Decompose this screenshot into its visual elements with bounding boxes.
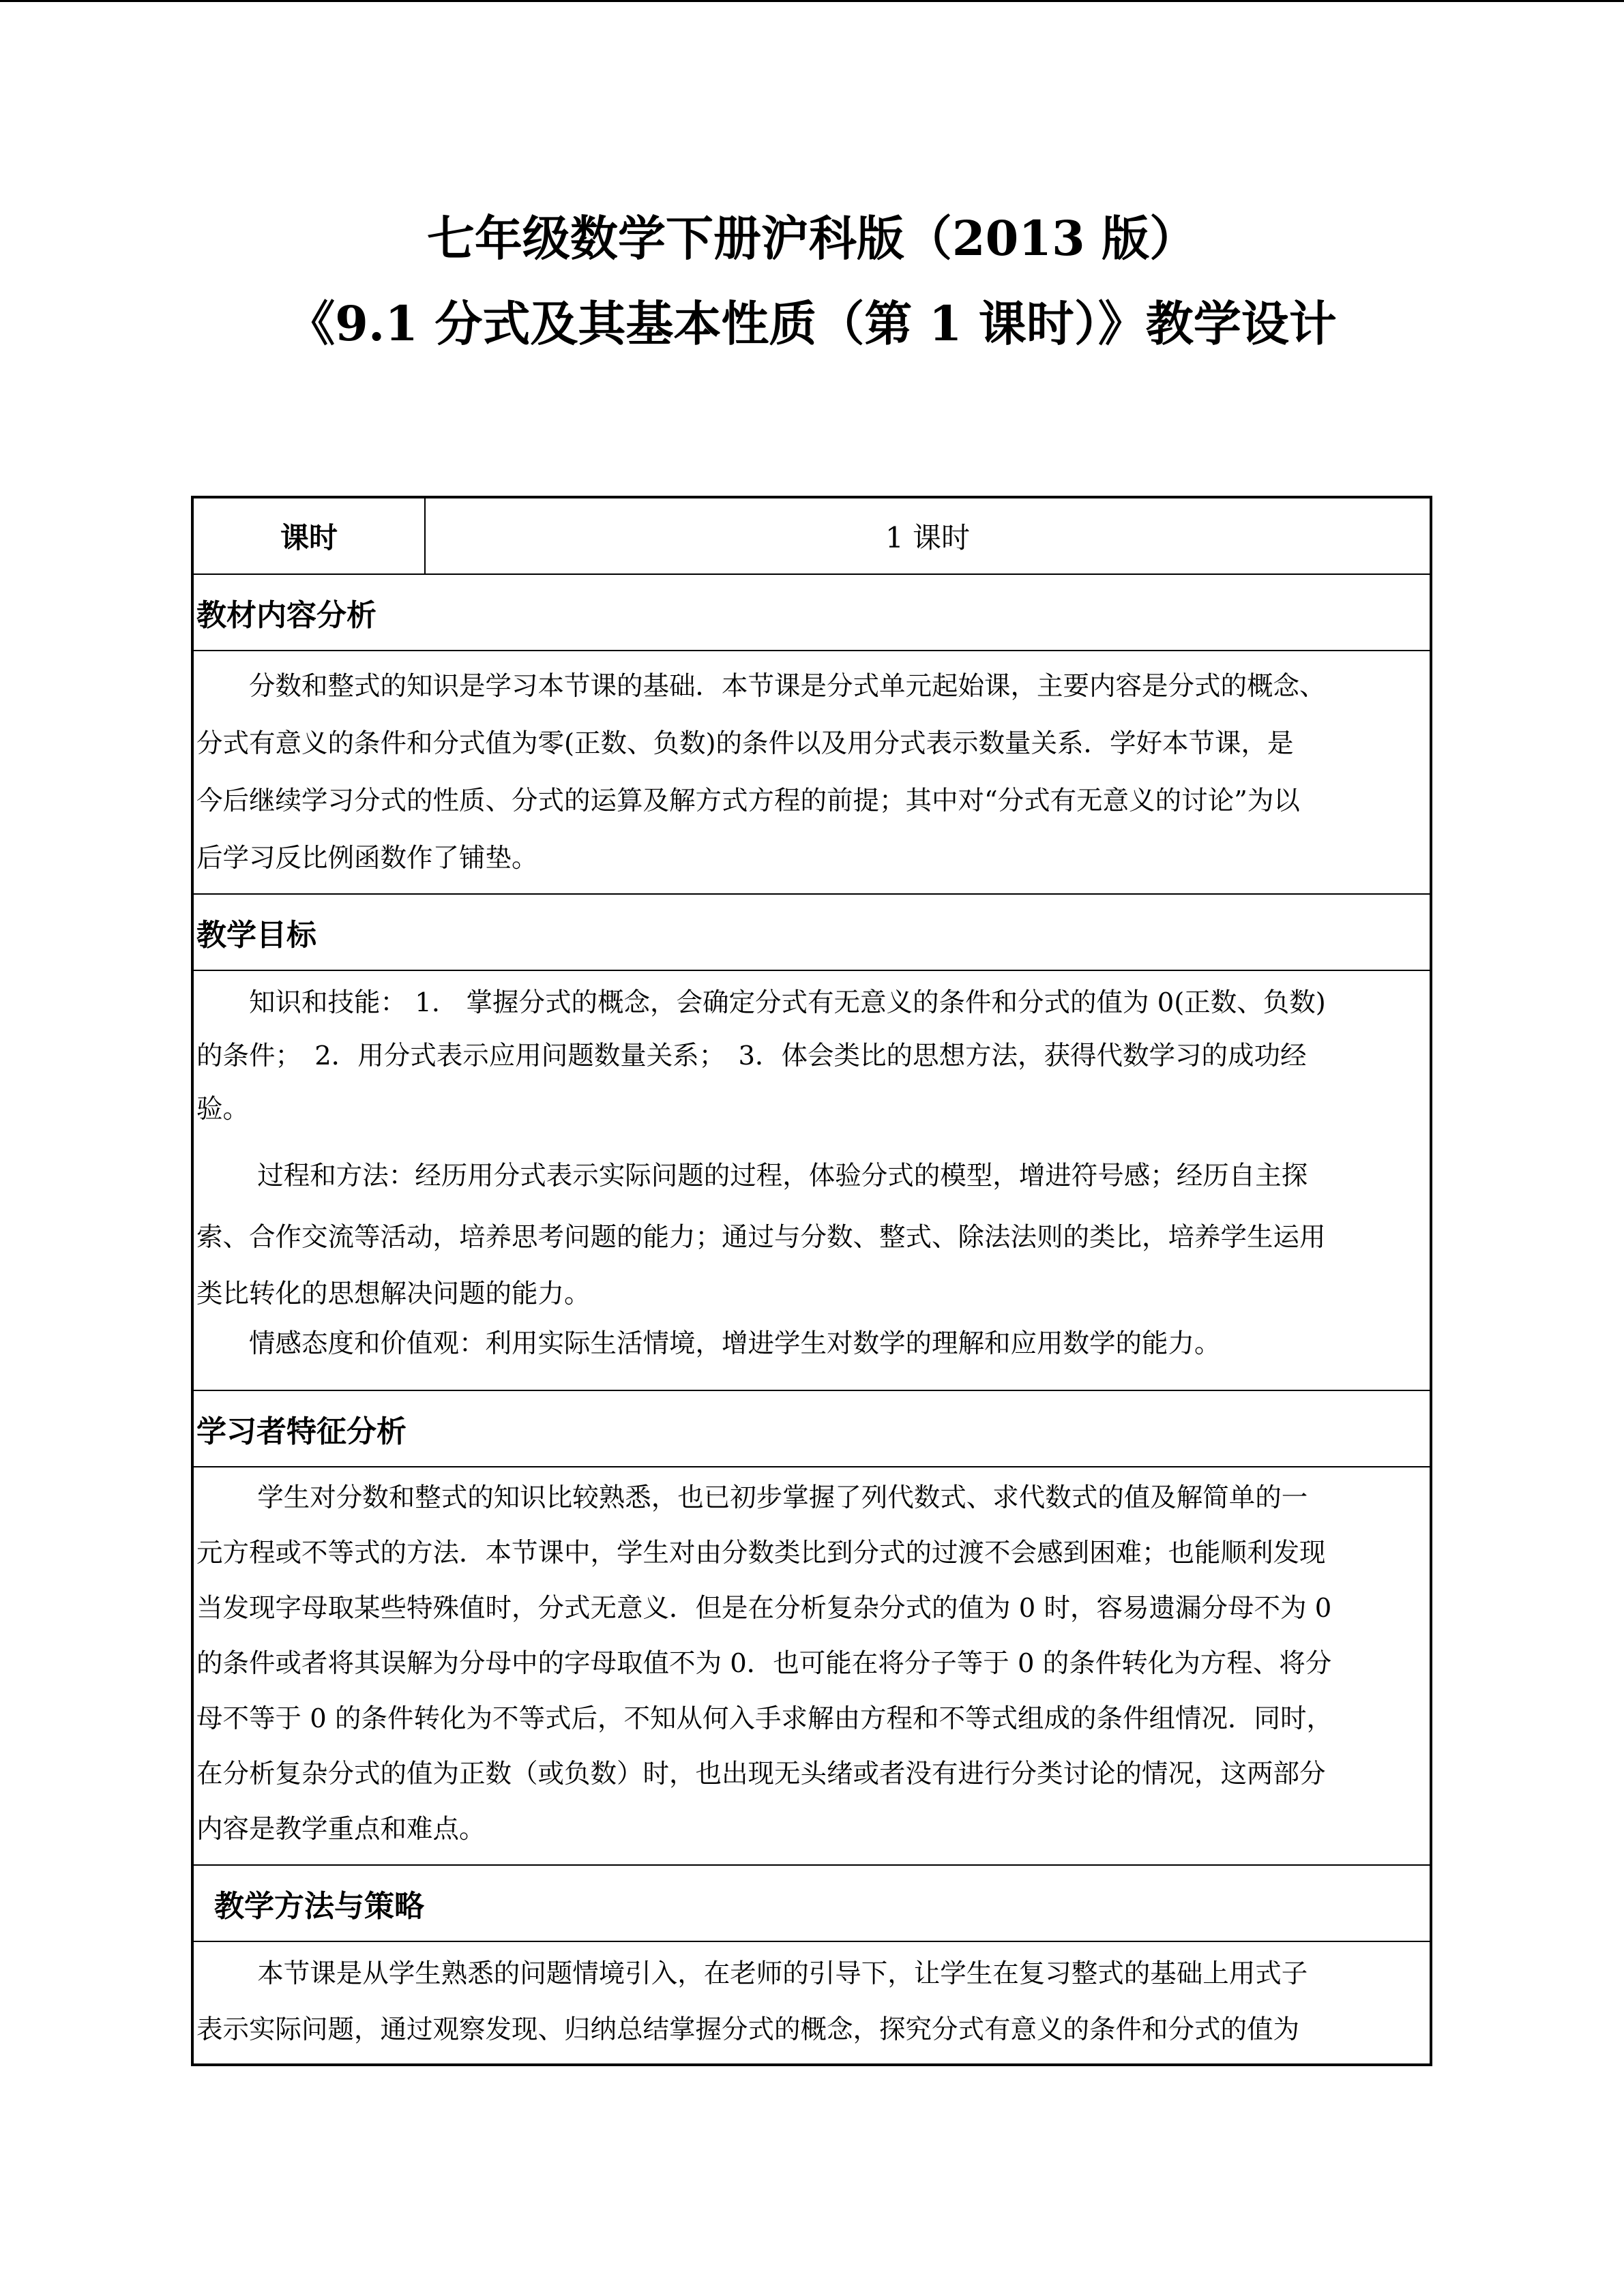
section-heading-content-analysis: 教材内容分析 (194, 575, 1430, 651)
body-line: 验。 (196, 1094, 250, 1124)
section-heading-teaching-goals: 教学目标 (194, 895, 1430, 971)
section-body-learner-analysis (194, 1467, 1430, 1866)
lesson-design-table (191, 496, 1432, 2066)
section-body-content-analysis (194, 651, 1430, 895)
body-line: 母不等于 0 的条件转化为不等式后，不知从何入手求解由方程和不等式组成的条件组情况．同时， (196, 1703, 1333, 1734)
body-line: 今后继续学习分式的性质、分式的运算及解方式方程的前提；其中对“分式有无意义的讨论”为以 (196, 786, 1300, 816)
document-subtitle: 《9.1 分式及其基本性质（第 1 课时）》教学设计 (287, 295, 1337, 352)
body-line: 类比转化的思想解决问题的能力。 (196, 1279, 591, 1309)
body-line: 学生对分数和整式的知识比较熟悉，也已初步掌握了列代数式、求代数式的值及解简单的一 (196, 1482, 1308, 1513)
period-value: 1 课时 (885, 521, 971, 554)
body-line: 分数和整式的知识是学习本节课的基础．本节课是分式单元起始课，主要内容是分式的概念、 (196, 671, 1326, 702)
body-line: 情感态度和价值观：利用实际生活情境，增进学生对数学的理解和应用数学的能力。 (196, 1328, 1221, 1359)
document-title: 七年级数学下册沪科版（2013 版） (426, 210, 1198, 267)
section-heading-methods: 教学方法与策略 (194, 1866, 1430, 1942)
body-line: 的条件或者将其误解为分母中的字母取值不为 0．也可能在将分子等于 0 的条件转化为方程、将分 (196, 1648, 1332, 1679)
body-line: 本节课是从学生熟悉的问题情境引入，在老师的引导下，让学生在复习整式的基础上用式子 (196, 1958, 1308, 1989)
body-line: 知识和技能： 1. 掌握分式的概念，会确定分式有无意义的条件和分式的值为 0(正数、负数) (196, 987, 1326, 1018)
section-body-methods (194, 1942, 1430, 2063)
body-line: 索、合作交流等活动，培养思考问题的能力；通过与分数、整式、除法法则的类比，培养学生运用 (196, 1222, 1326, 1253)
period-label: 课时 (194, 498, 426, 573)
body-line: 表示实际问题，通过观察发现、归纳总结掌握分式的概念，探究分式有意义的条件和分式的值为 (196, 2014, 1300, 2045)
period-row (194, 498, 1430, 575)
page-top-border (0, 0, 1624, 2)
body-line: 后学习反比例函数作了铺垫。 (196, 843, 538, 874)
body-line: 在分析复杂分式的值为正数（或负数）时，也出现无头绪或者没有进行分类讨论的情况，这两部分 (196, 1759, 1326, 1789)
body-line: 分式有意义的条件和分式值为零(正数、负数)的条件以及用分式表示数量关系．学好本节课，是 (196, 728, 1294, 759)
section-heading-learner-analysis: 学习者特征分析 (194, 1391, 1430, 1467)
body-line: 内容是教学重点和难点。 (196, 1814, 486, 1845)
body-line: 元方程或不等式的方法．本节课中，学生对由分数类比到分式的过渡不会感到困难；也能顺利发现 (196, 1538, 1326, 1568)
body-line: 过程和方法：经历用分式表示实际问题的过程，体验分式的模型，增进符号感；经历自主探 (196, 1161, 1308, 1191)
body-line: 当发现字母取某些特殊值时，分式无意义．但是在分析复杂分式的值为 0 时，容易遗漏分母不为 0 (196, 1593, 1332, 1624)
body-line: 的条件； 2．用分式表示应用问题数量关系； 3．体会类比的思想方法，获得代数学习的成功经 (196, 1041, 1307, 1071)
section-body-teaching-goals (194, 971, 1430, 1391)
